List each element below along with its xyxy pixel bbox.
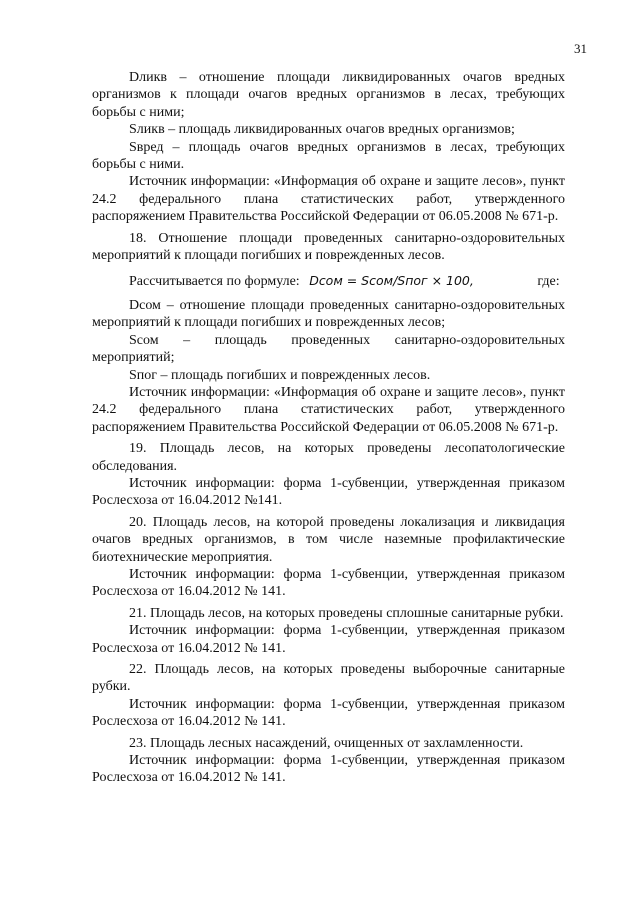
item-21-heading: 21. Площадь лесов, на которых проведены сплошные санитарные рубки. <box>129 605 564 621</box>
formula-intro: Рассчитывается по формуле: <box>129 274 300 290</box>
source-info-paragraph: Источник информации: форма 1-субвенции, утвержденная приказом Рослесхоза от 16.04.2012 № 141. <box>92 753 565 786</box>
definition-d-som: Dсом – отношение площади проведенных санитарно-оздоровительных мероприятий к площади погибших и поврежденных лесов; <box>92 297 565 331</box>
source-info-paragraph: Источник информации: форма 1-субвенции, утвержденная приказом Рослесхоза от 16.04.2012 № 141. <box>92 566 565 600</box>
item-23-heading: 23. Площадь лесных насаждений, очищенных от захламленности. <box>129 735 524 751</box>
item-20-heading: 20. Площадь лесов, на которой проведены локализация и ликвидация очагов вредных организмов, в том числе наземные профилактические биотехнические мероприятия. <box>92 514 565 565</box>
formula-where: где: <box>537 274 560 290</box>
source-info-paragraph: Источник информации: форма 1-субвенции, утвержденная приказом Рослесхоза от 16.04.2012 № 141. <box>92 623 565 656</box>
definition-d-likv: Dликв – отношение площади ликвидированных очагов вредных организмов к площади очагов вредных организмов в лесах, требующих борьбы с ними; <box>92 70 565 120</box>
definition-s-likv: Sликв – площадь ликвидированных очагов вредных организмов; <box>129 122 515 138</box>
item-19-heading: 19. Площадь лесов, на которых проведены лесопатологические обследования. <box>92 441 565 474</box>
source-info-paragraph: Источник информации: форма 1-субвенции, утвержденная приказом Рослесхоза от 16.04.2012 № 141. <box>92 696 565 730</box>
definition-s-pog: Sпог – площадь погибших и поврежденных лесов. <box>129 367 431 383</box>
source-info-paragraph: Источник информации: «Информация об охране и защите лесов», пункт 24.2 федерального плана статистических работ, утвержденного распоряжением Правительства Российской Федерации от 06.05.2008 № 671-р. <box>92 384 565 435</box>
definition-s-vred: Sвред – площадь очагов вредных организмов в лесах, требующих борьбы с ними. <box>92 139 565 173</box>
item-18-heading: 18. Отношение площади проведенных санитарно-оздоровительных мероприятий к площади погибших и поврежденных лесов. <box>92 230 565 264</box>
page-number: 31 <box>574 41 587 56</box>
item-22-heading: 22. Площадь лесов, на которых проведены выборочные санитарные рубки. <box>92 662 565 695</box>
definition-s-som: Sсом – площадь проведенных санитарно-оздоровительных мероприятий; <box>92 332 565 366</box>
document-body <box>92 69 565 787</box>
source-info-paragraph: Источник информации: «Информация об охране и защите лесов», пункт 24.2 федерального плана статистических работ, утвержденного распоряжением Правительства Российской Федерации от 06.05.2008 № 671-р. <box>92 174 565 225</box>
formula-d-som: Dсом = Sсом/Sпог × 100, <box>309 273 474 289</box>
formula-line <box>92 272 565 290</box>
source-info-paragraph: Источник информации: форма 1-субвенции, утвержденная приказом Рослесхоза от 16.04.2012 №141. <box>92 475 565 509</box>
